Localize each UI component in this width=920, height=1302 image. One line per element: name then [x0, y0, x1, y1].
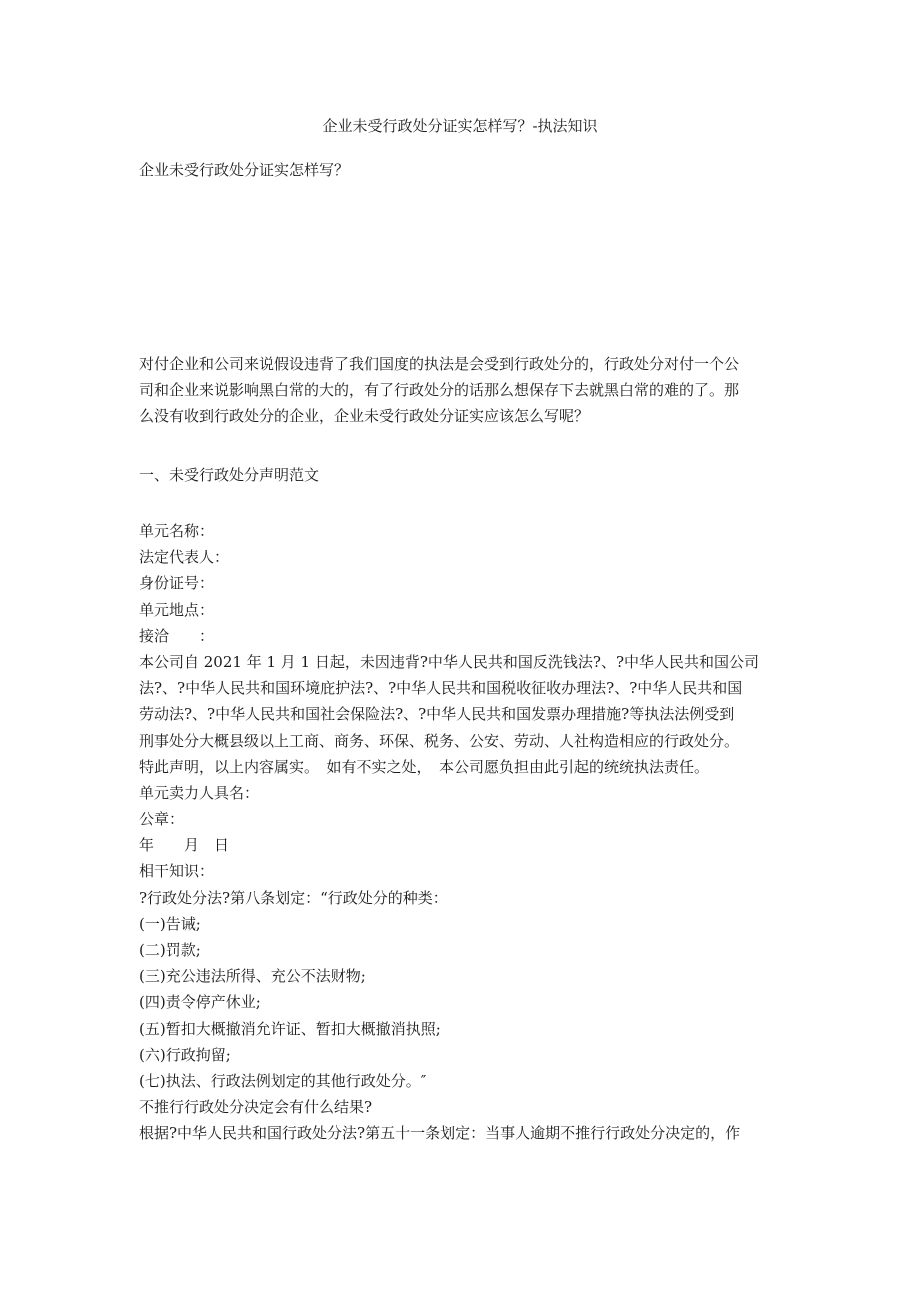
body-line: (五)暂扣大概撤消允许证、暂扣大概撤消执照;: [139, 1019, 441, 1038]
body-line: (七)执法、行政法例划定的其他行政处分。″: [139, 1071, 427, 1090]
body-line: (三)充公违法所得、充公不法财物;: [139, 967, 366, 986]
body-line: 根据?中华人民共和国行政处分法?第五十一条划定：当事人逾期不推行行政处分决定的，作: [139, 1124, 741, 1143]
declaration-body: [139, 518, 799, 1147]
body-line: 接洽 ：: [139, 626, 215, 645]
body-line: (四)责令停产休业;: [139, 993, 261, 1012]
body-line: (六)行政拘留;: [139, 1045, 231, 1064]
body-line: 单元卖力人具名：: [139, 783, 260, 802]
body-line: 相干知识：: [139, 862, 215, 881]
body-line: 法定代表人：: [139, 548, 230, 567]
document-subtitle: 企业未受行政处分证实怎样写？: [139, 161, 350, 179]
body-line: 单元地点：: [139, 600, 215, 619]
intro-line: 么没有收到行政处分的企业，企业未受行政处分证实应该怎么写呢？: [139, 407, 590, 426]
body-line: 公章：: [139, 810, 185, 829]
body-line: 单元名称：: [139, 522, 215, 540]
body-line: 身份证号：: [139, 574, 215, 593]
body-line: ?行政处分法?第八条划定：“行政处分的种类：: [139, 888, 448, 907]
document-title: 企业未受行政处分证实怎样写？-执法知识: [322, 117, 598, 135]
body-line: 不推行行政处分决定会有什么结果?: [139, 1098, 373, 1117]
body-line: 刑事处分大概县级以上工商、商务、环保、税务、公安、劳动、人社构造相应的行政处分。: [139, 731, 740, 750]
body-line: 法?、?中华人民共和国环境庇护法?、?中华人民共和国税收征收办理法?、?中华人民共和国: [139, 679, 743, 698]
body-line: (一)告诫;: [139, 914, 201, 933]
body-line: 本公司自 2021 年 1 月 1 日起，未因违背?中华人民共和国反洗钱法?、?中华人民共和国公司: [139, 652, 759, 671]
intro-line: 对付企业和公司来说假设违背了我们国度的执法是会受到行政处分的，行政处分对付一个公: [139, 355, 740, 373]
body-line: 劳动法?、?中华人民共和国社会保险法?、?中华人民共和国发票办理措施?等执法法例受到: [139, 705, 735, 724]
intro-line: 司和企业来说影响黑白常的大的，有了行政处分的话那么想保存下去就黑白常的难的了。那: [139, 381, 740, 400]
intro-paragraph: [139, 351, 789, 430]
body-line: (二)罚款;: [139, 941, 201, 959]
section-heading: 一、未受行政处分声明范文: [139, 466, 320, 484]
body-line: 特此声明，以上内容属实。 如有不实之处， 本公司愿负担由此引起的统统执法责任。: [139, 757, 710, 776]
body-line: 年 月 日: [139, 836, 230, 855]
